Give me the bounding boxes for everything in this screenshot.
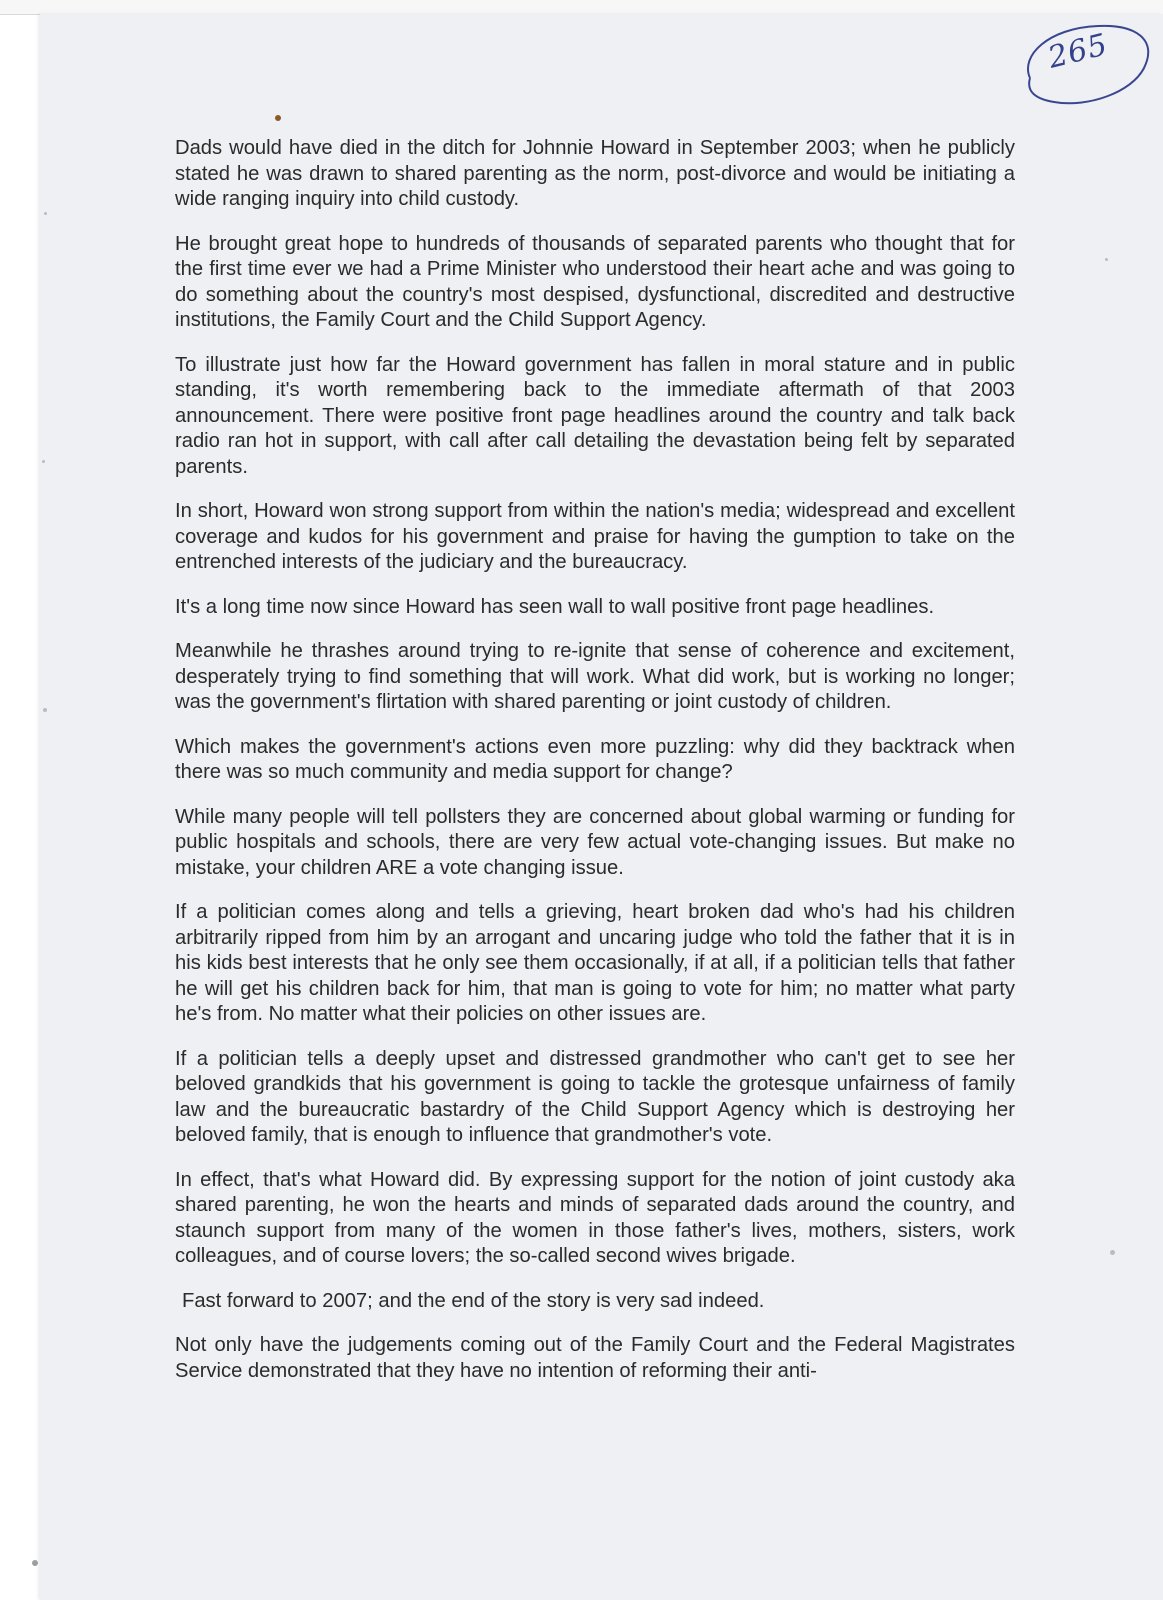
paragraph: He brought great hope to hundreds of thousands of separated parents who thought that for the first time ever we had a Prime Minister who understood their heart ache and was going to do something about the country's most despised, dysfunctional, discredited and destructive institutions, the Family Court and the Child Support Agency.	[175, 232, 1015, 331]
paragraph: Not only have the judgements coming out of the Family Court and the Federal Magistrates Service demonstrated that they have no intention of reforming their anti-	[175, 1334, 1015, 1382]
scan-speck	[42, 460, 45, 463]
paragraph: Fast forward to 2007; and the end of the story is very sad indeed.	[182, 1289, 765, 1312]
paragraph: Meanwhile he thrashes around trying to re-ignite that sense of coherence and excitement, desperately trying to find something that will work. What did work, but is working no longer; was the government's flirtation with shared parenting or joint custody of children.	[175, 640, 1015, 713]
paragraph: It's a long time now since Howard has seen wall to wall positive front page headlines.	[175, 595, 935, 618]
scan-speck	[1110, 1250, 1115, 1255]
paragraph: In effect, that's what Howard did. By expressing support for the notion of joint custody aka shared parenting, he won the hearts and minds of separated dads around the country, and staunch support from many of the women in those father's lives, mothers, sisters, work colleagues, and of course lovers; the so-called second wives brigade.	[175, 1168, 1015, 1267]
paragraph: In short, Howard won strong support from within the nation's media; widespread and excellent coverage and kudos for his government and praise for having the gumption to take on the entrenched interests of the judiciary and the bureaucracy.	[175, 500, 1015, 573]
paragraph: Which makes the government's actions even more puzzling: why did they backtrack when there was so much community and media support for change?	[175, 735, 1015, 783]
scan-speck	[43, 708, 47, 712]
handwritten-page-number: 265	[1044, 27, 1112, 76]
paragraph: To illustrate just how far the Howard government has fallen in moral stature and in public standing, it's worth remembering back to the immediate aftermath of that 2003 announcement. There were positive front page headlines around the country and talk back radio ran hot in support, with call after call detailing the devastation being felt by separated parents.	[175, 353, 1015, 478]
paragraph: While many people will tell pollsters they are concerned about global warming or funding for public hospitals and schools, there are very few actual vote-changing issues. But make no mistake, your children ARE a vote changing issue.	[175, 805, 1015, 879]
scanner-top-edge	[0, 0, 1163, 15]
paragraph: If a politician comes along and tells a grieving, heart broken dad who's had his children arbitrarily ripped from him by an arrogant and uncaring judge who told the father that it is in his kids best interests that he only see them occasionally, if at all, if a politician tells that father he will get his children back for him, that man is going to vote for him; no matter what party he's from. No matter what their policies on other issues are.	[175, 901, 1015, 1025]
scan-speck	[32, 1560, 38, 1566]
paragraph: Dads would have died in the ditch for Johnnie Howard in September 2003; when he publicly stated he was drawn to shared parenting as the norm, post-divorce and would be initiating a wide ranging inquiry into child custody.	[175, 137, 1015, 210]
stray-dot	[275, 115, 281, 121]
article-body	[175, 136, 1015, 1403]
scan-speck	[44, 212, 47, 215]
scan-speck	[1105, 258, 1108, 261]
paragraph: If a politician tells a deeply upset and distressed grandmother who can't get to see her beloved grandkids that his government is going to tackle the grotesque unfairness of family law and the bureaucratic bastardry of the Child Support Agency which is destroying her beloved family, that is enough to influence that grandmother's vote.	[175, 1047, 1015, 1146]
